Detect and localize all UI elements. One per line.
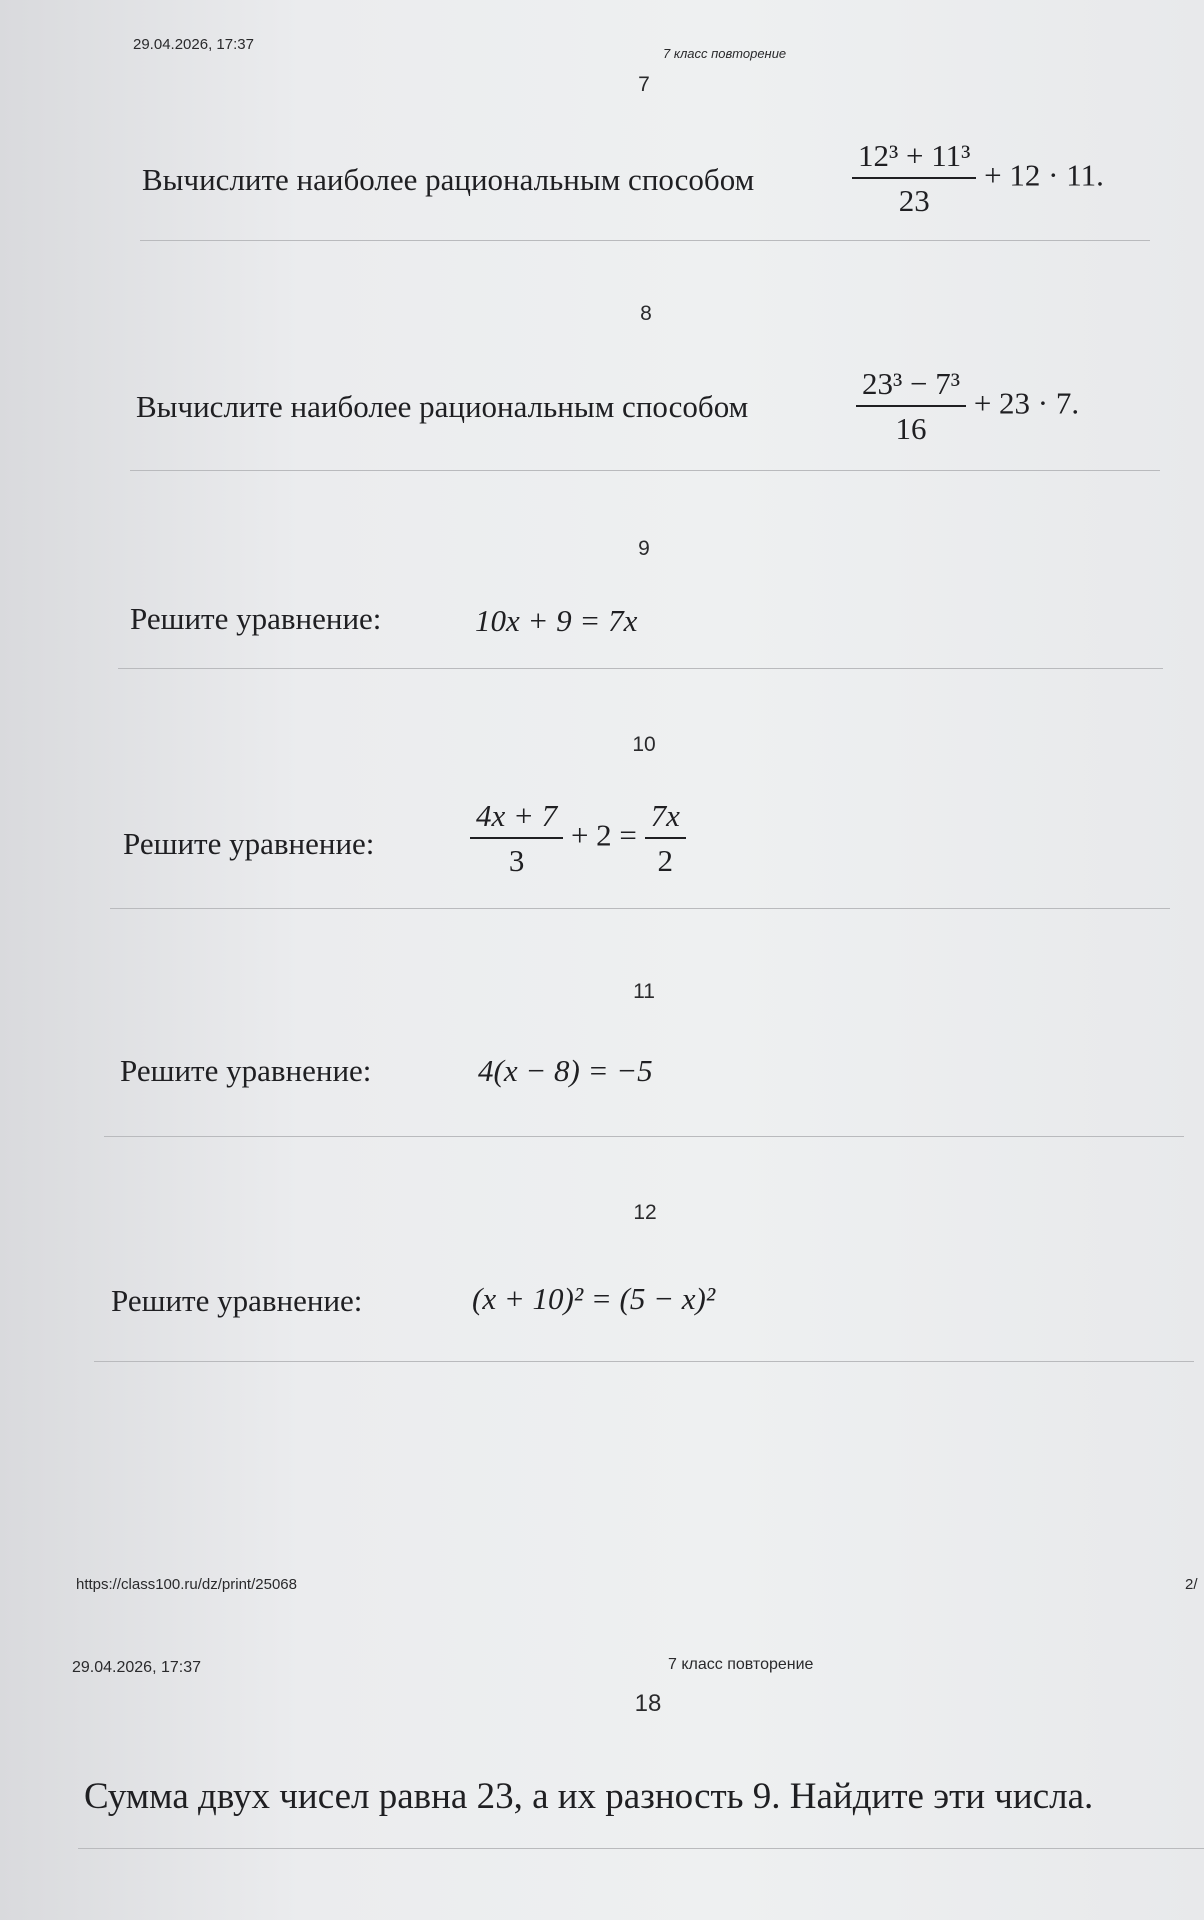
task-number: 12 [633, 1201, 657, 1224]
fraction-numerator: 23³ − 7³ [856, 368, 966, 407]
task-number: 7 [638, 73, 650, 96]
header-date: 29.04.2026, 17:37 [133, 36, 254, 53]
task-number: 8 [640, 302, 652, 325]
task-number: 10 [632, 733, 656, 756]
fraction-denominator: 16 [895, 410, 927, 446]
header-title: 7 класс повторение [663, 46, 787, 61]
fraction-left [470, 800, 563, 877]
task-number: 18 [634, 1690, 662, 1717]
fraction-numerator: 4x + 7 [470, 800, 563, 839]
fraction [856, 368, 966, 445]
separator-line [78, 1848, 1204, 1849]
fraction-denominator: 2 [657, 842, 674, 878]
equation: (x + 10)² = (5 − x)² [472, 1281, 716, 1316]
task-text: Сумма двух чисел равна 23, а их разность 9. Найдите эти числа. [84, 1776, 1094, 1817]
equation: 10x + 9 = 7x [475, 603, 638, 638]
fraction [852, 140, 976, 217]
task-expression [852, 140, 1104, 217]
separator-line [118, 668, 1163, 669]
fraction-numerator: 12³ + 11³ [852, 140, 976, 179]
task-text: Решите уравнение: [130, 601, 382, 636]
expression-tail: + 23 · 7. [973, 385, 1080, 421]
footer-url: https://class100.ru/dz/print/25068 [76, 1576, 297, 1593]
task-text: Вычислите наиболее рациональным способом [136, 389, 749, 424]
separator-line [94, 1361, 1194, 1362]
task-number: 9 [638, 537, 650, 560]
fraction-right [645, 800, 686, 877]
fraction-denominator: 23 [898, 182, 930, 218]
task-text: Вычислите наиболее рациональным способом [142, 162, 755, 197]
header-date: 29.04.2026, 17:37 [72, 1659, 202, 1676]
equation: 4(x − 8) = −5 [478, 1053, 653, 1088]
expression-tail: + 12 · 11. [984, 157, 1104, 193]
task-expression [856, 368, 1079, 445]
separator-line [104, 1136, 1184, 1137]
task-text: Решите уравнение: [120, 1053, 372, 1088]
task-text: Решите уравнение: [111, 1283, 363, 1318]
footer-page-number: 2/ [1185, 1576, 1198, 1593]
separator-line [130, 470, 1160, 471]
fraction-numerator: 7x [645, 800, 686, 839]
separator-line [140, 240, 1150, 241]
task-text: Решите уравнение: [123, 826, 375, 861]
header-title: 7 класс повторение [668, 1656, 814, 1673]
task-number: 11 [633, 980, 655, 1003]
separator-line [110, 908, 1170, 909]
task-expression [470, 800, 686, 877]
fraction-denominator: 3 [508, 842, 525, 878]
expression-middle: + 2 = [570, 817, 637, 853]
